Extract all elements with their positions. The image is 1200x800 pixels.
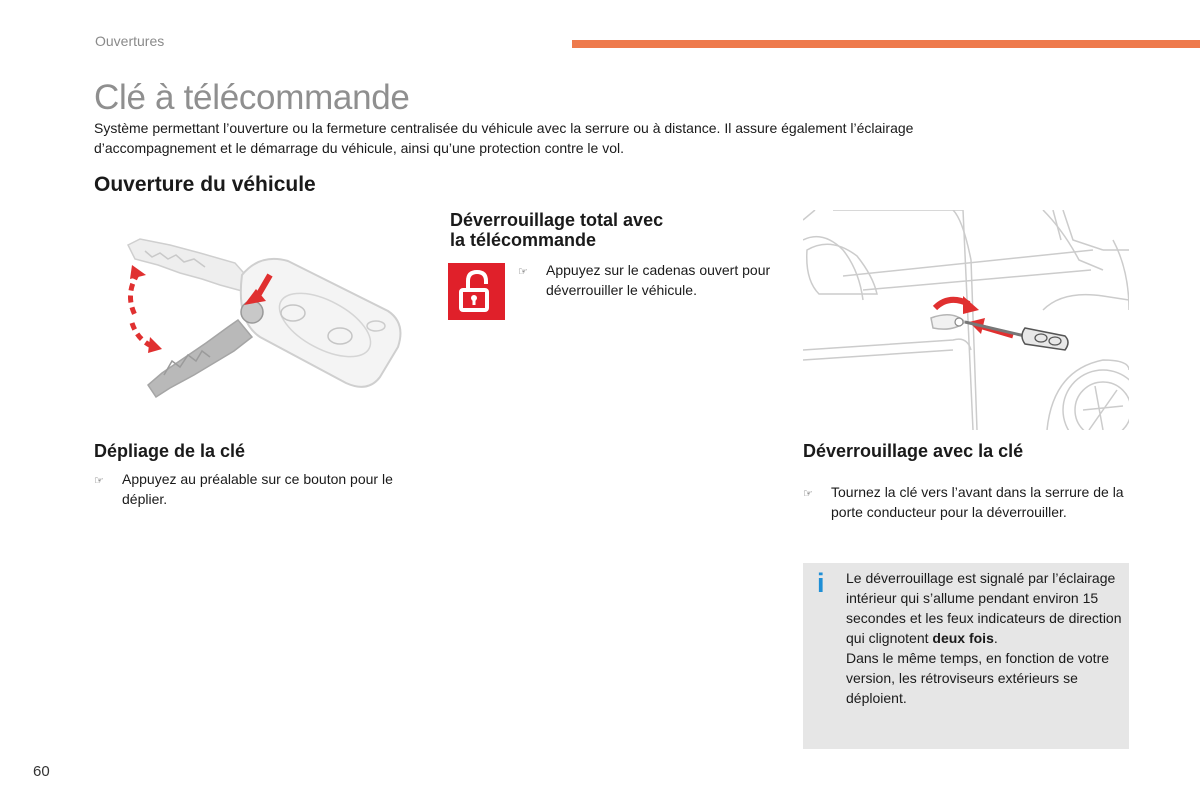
car-outline (803, 210, 1129, 430)
key-unfold-text: Appuyez au préalable sur ce bouton pour le déplier. (122, 471, 393, 507)
rotation-arrow-icon (130, 273, 138, 317)
rotation-arrow-head-top (130, 265, 146, 279)
key-unfold-illustration (110, 225, 410, 425)
turn-arrow-head (963, 296, 979, 314)
folded-key-blade (128, 239, 250, 291)
key-unlock-text: Tournez la clé vers l’avant dans la serrure de la porte conducteur pour la déverrouiller. (831, 484, 1124, 520)
key-unlock-heading: Déverrouillage avec la clé (803, 441, 1024, 461)
info-box (803, 563, 1129, 749)
info-text-bold: deux fois (932, 630, 994, 646)
key-unlock-instruction (803, 482, 1143, 524)
page-title: Clé à télécommande (94, 78, 410, 117)
info-text-part1: Le déverrouillage est signalé par l’éclairage intérieur qui s’allume pendant environ 15 secondes et les feux indicateurs de direction qui clignotent (846, 570, 1122, 646)
fold-button (241, 301, 263, 323)
remote-unlock-heading (450, 210, 770, 250)
rotation-arrow-head-bottom (148, 337, 162, 353)
key-unfold-heading: Dépliage de la clé (94, 441, 246, 461)
info-text-part2: . (993, 630, 998, 646)
info-icon: i (817, 568, 825, 598)
info-text (846, 568, 1126, 708)
pointing-hand-icon: ☞ (803, 488, 813, 500)
section-heading: Ouverture du véhicule (94, 173, 316, 196)
key-in-door (965, 322, 1068, 350)
remote-unlock-heading-line1: Déverrouillage total avec (450, 210, 664, 230)
key-unfold-instruction (94, 469, 414, 511)
unlocked-padlock-icon (448, 263, 505, 320)
pointing-hand-icon: ☞ (94, 475, 104, 487)
info-text-second: Dans le même temps, en fonction de votre version, les rétroviseurs extérieurs se déploient. (846, 650, 1110, 706)
section-label: Ouvertures (95, 33, 165, 49)
remote-unlock-instruction (518, 260, 778, 302)
intro-paragraph: Système permettant l’ouverture ou la fermeture centralisée du véhicule avec la serrure ou à distance. Il assure également l’éclairage d’accompagnement et le démarrage du véhicule, ainsi qu’une protection contre le vol. (94, 120, 914, 156)
unfolded-key-blade (148, 320, 252, 397)
page-number: 60 (33, 763, 50, 780)
car-door-illustration (803, 210, 1129, 430)
door-lock-cylinder (955, 318, 963, 326)
remote-unlock-heading-line2: la télécommande (450, 230, 597, 250)
header-accent-bar (572, 40, 1200, 48)
remote-unlock-text: Appuyez sur le cadenas ouvert pour déverrouiller le véhicule. (546, 262, 771, 298)
pointing-hand-icon: ☞ (518, 266, 528, 278)
